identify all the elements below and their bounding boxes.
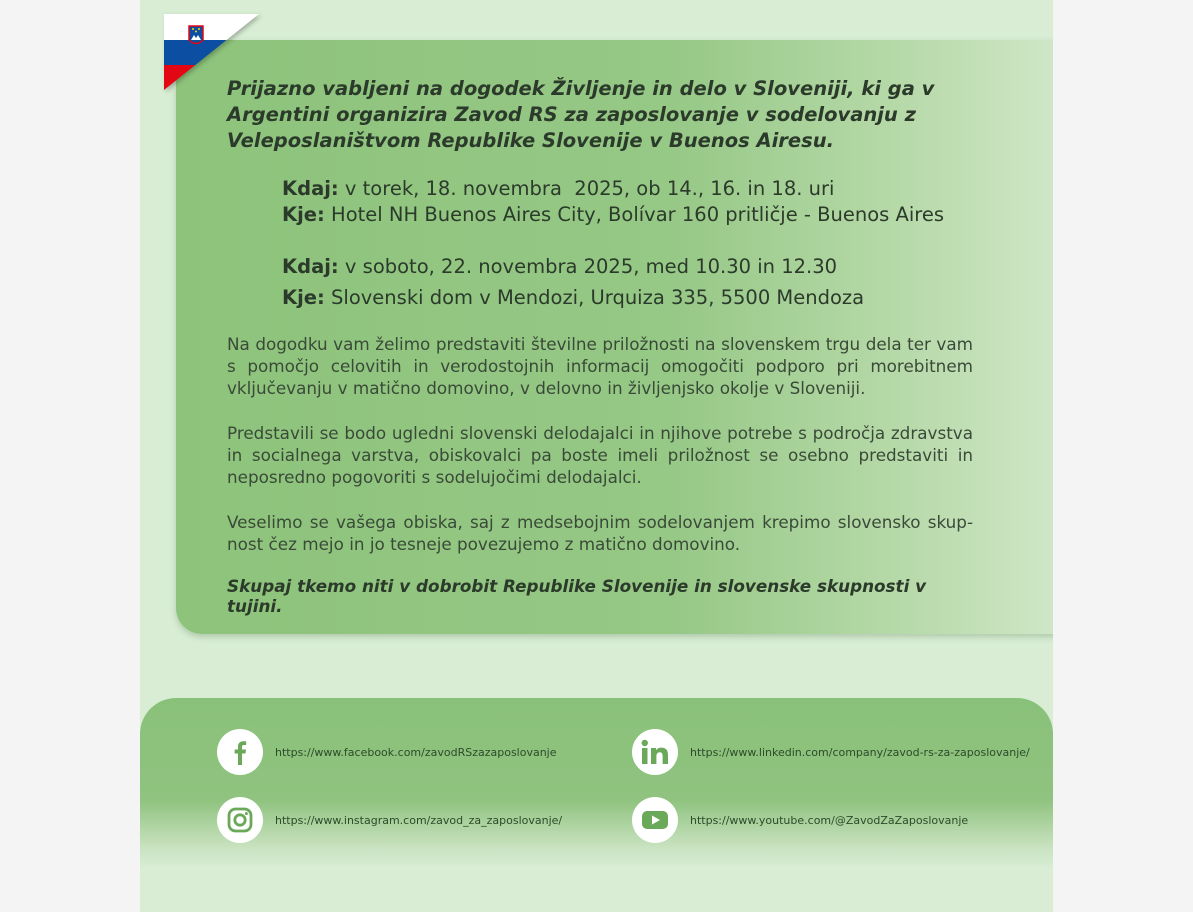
instagram-link[interactable]: [217, 797, 562, 843]
instagram-icon[interactable]: [217, 797, 263, 843]
invitation-page: [140, 0, 1053, 912]
event-1-when: Kdaj: v torek, 18. novembra 2025, ob 14., 16. in 18. uri: [282, 177, 835, 200]
linkedin-icon[interactable]: [632, 729, 678, 775]
youtube-icon[interactable]: [632, 797, 678, 843]
closing-text: Skupaj tkemo niti v dobrobit Republike Slovenije in slovenske skupnosti v tujini.: [227, 576, 927, 616]
event-2-where: Kje: Slovenski dom v Mendozi, Urquiza 335, 5500 Mendoza: [282, 286, 865, 309]
youtube-link[interactable]: [632, 797, 968, 843]
youtube-url[interactable]: https://www.youtube.com/@ZavodZaZaposlovanje: [690, 813, 969, 827]
event-1-where: Kje: Hotel NH Buenos Aires City, Bolívar 160 pritličje - Buenos Aires: [282, 203, 945, 226]
intro-text: Prijazno vabljeni na dogodek Življenje in delo v Sloveniji, ki ga v Argentini organizira Zavod RS za zaposlovanje v sodelovanju z Veleposlaništvom Republike Slovenije v Buenos Airesu.: [227, 77, 935, 152]
linkedin-url[interactable]: https://www.linkedin.com/company/zavod-rs-za-zaposlovanje/: [690, 745, 1030, 759]
paragraph-welcome: Veselimo se vašega obiska, saj z medsebojnim sodelovanjem krepimo slovensko skup-nost čez mejo in jo tesneje povezujemo z matično domovino.: [227, 512, 973, 554]
facebook-icon[interactable]: [217, 729, 263, 775]
linkedin-link[interactable]: [632, 729, 1030, 775]
event-2-when: Kdaj: v soboto, 22. novembra 2025, med 10.30 in 12.30: [282, 255, 838, 278]
paragraph-employers: Predstavili se bodo ugledni slovenski delodajalci in njihove potrebe s področja zdravstva in socialnega varstva, obiskovalci pa boste imeli priložnost se osebno predstaviti in neposredno pogovoriti s sodelujočimi delodajalci.: [227, 423, 973, 487]
facebook-link[interactable]: [217, 729, 557, 775]
social-footer: [140, 698, 1053, 868]
facebook-url[interactable]: https://www.facebook.com/zavodRSzazaposlovanje: [275, 745, 557, 759]
instagram-url[interactable]: https://www.instagram.com/zavod_za_zaposlovanje/: [275, 813, 563, 827]
paragraph-opportunities: Na dogodku vam želimo predstaviti številne priložnosti na slovenskem trgu dela ter vam s pomočjo celovitih in verodostojnih informacij omogočiti podporo pri morebitnem vključevanju v matično domovino, v delovno in življenjsko okolje v Sloveniji.: [227, 334, 973, 398]
